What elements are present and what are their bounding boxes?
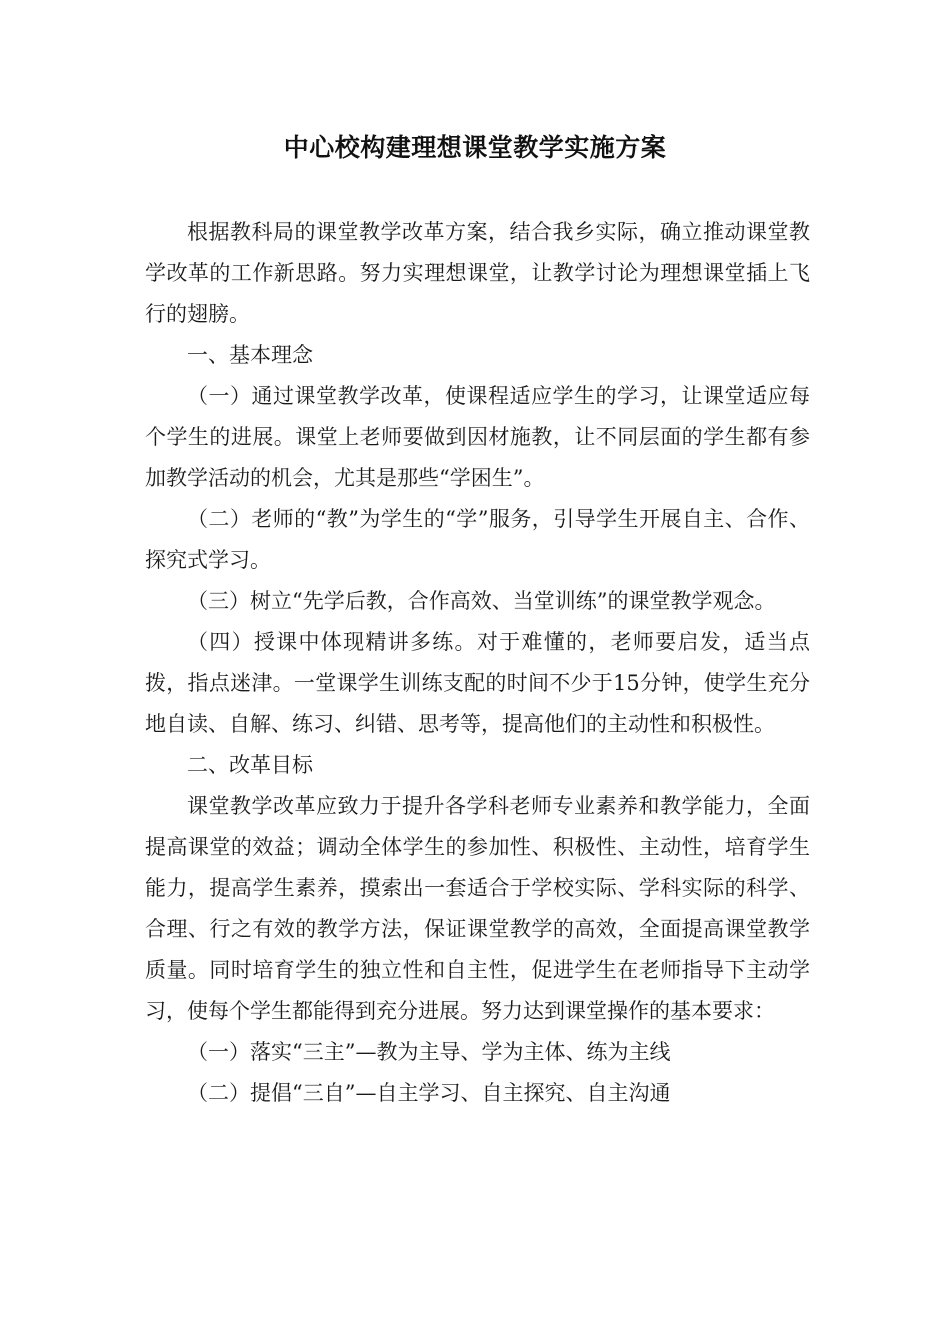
section-heading-basic-concept: 一、基本理念 (187, 343, 313, 367)
paragraph-reform-goal: 课堂教学改革应致力于提升各学科老师专业素养和教学能力，全面提高课堂的效益；调动全体学生的参加性、积极性、主动性，培育学生能力，提高学生素养，摸索出一套适合于学校实际、学科实际的科学、合理、行之有效的教学方法，保证课堂教学的高效，全面提高课堂教学质量。同时培育学生的独立性和自主性，促进学生在老师指导下主动学习，使每个学生都能得到充分进展。努力达到课堂操作的基本要求： (145, 794, 810, 1023)
paragraph-intro: 根据教科局的课堂教学改革方案，结合我乡实际，确立推动课堂教学改革的工作新思路。努力实理想课堂，让教学讨论为理想课堂插上飞行的翅膀。 (145, 220, 810, 326)
paragraph-concept-2: （二）老师的“教”为学生的“学”服务，引导学生开展自主、合作、探究式学习。 (145, 507, 810, 572)
paragraph-concept-3: （三）树立“先学后教，合作高效、当堂训练”的课堂教学观念。 (187, 589, 776, 613)
document-title: 中心校构建理想课堂教学实施方案 (283, 133, 667, 162)
paragraph-concept-4: （四）授课中体现精讲多练。对于难懂的，老师要启发，适当点拨，指点迷津。一堂课学生训练支配的时间不少于15分钟，使学生充分地自读、自解、练习、纠错、思考等，提高他们的主动性和积极性。 (145, 630, 810, 736)
paragraph-requirement-2: （二）提倡“三自”—自主学习、自主探究、自主沟通 (187, 1081, 671, 1105)
paragraph-requirement-1: （一）落实“三主”—教为主导、学为主体、练为主线 (187, 1040, 671, 1064)
paragraph-concept-1: （一）通过课堂教学改革，使课程适应学生的学习，让课堂适应每个学生的进展。课堂上老师要做到因材施教，让不同层面的学生都有参加教学活动的机会，尤其是那些“学困生”。 (145, 384, 810, 490)
section-heading-reform-goal: 二、改革目标 (187, 753, 313, 777)
document-body (145, 212, 810, 1114)
